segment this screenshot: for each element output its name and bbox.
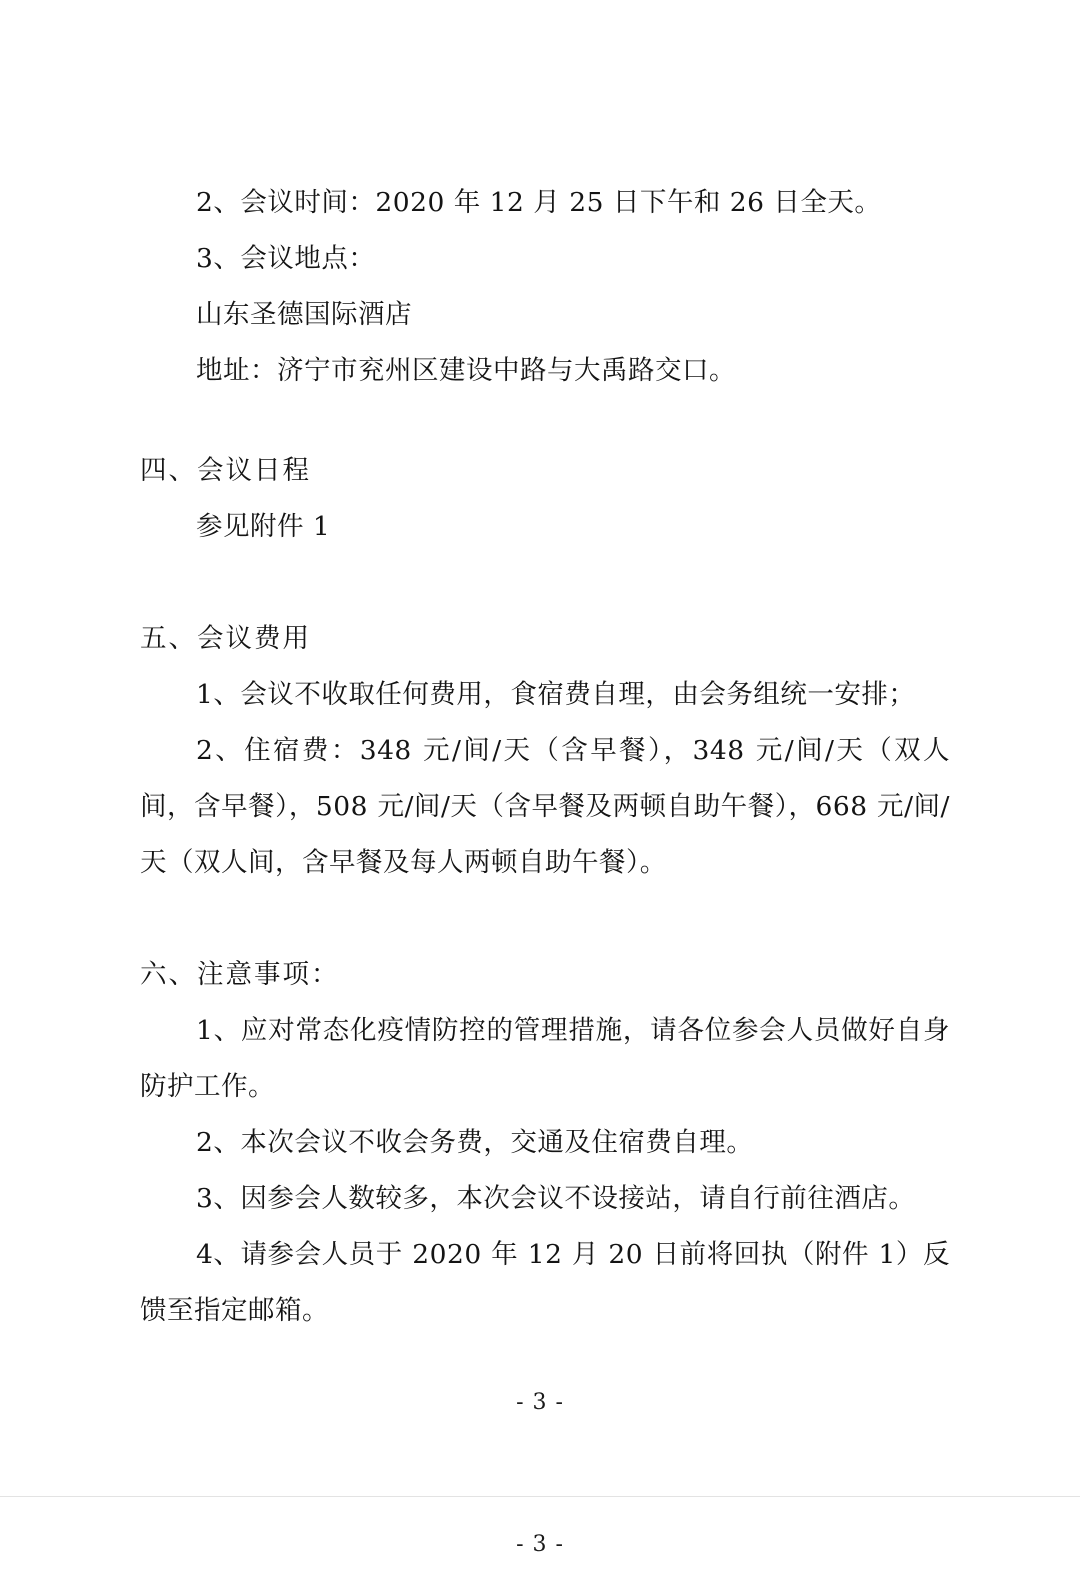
heading-notes: 六、注意事项：: [140, 959, 340, 990]
paragraph-agenda-ref: 参见附件 1: [196, 511, 331, 542]
section-spacer: [140, 891, 950, 947]
paragraph-fee-1: 1、会议不收取任何费用，食宿费自理，由会务组统一安排；: [196, 679, 916, 710]
paragraph-hotel-address: 地址：济宁市兖州区建设中路与大禹路交口。: [196, 355, 736, 386]
paragraph-note-4: 4、请参会人员于 2020 年 12 月 20 日前将回执（附件 1）反馈至指定邮箱。: [140, 1239, 950, 1326]
paragraph-hotel-name: 山东圣德国际酒店: [196, 299, 412, 330]
paragraph-note-3: 3、因参会人数较多，本次会议不设接站，请自行前往酒店。: [196, 1183, 916, 1214]
paragraph-fee-2: 2、住宿费：348 元/间/天（含早餐），348 元/间/天（双人间，含早餐），508 元/间/天（含早餐及两顿自助午餐），668 元/间/天（双人间，含早餐及每人两顿自助午餐）。: [140, 735, 950, 878]
footer-page-number: - 3 -: [516, 1390, 564, 1415]
outer-page-number: - 3 -: [516, 1532, 564, 1557]
paragraph-meeting-place: 3、会议地点：: [196, 243, 376, 274]
document-body: [140, 175, 950, 1339]
sheet-divider: [0, 1496, 1080, 1497]
paragraph-note-2: 2、本次会议不收会务费，交通及住宿费自理。: [196, 1127, 754, 1158]
heading-agenda: 四、会议日程: [140, 455, 311, 486]
section-spacer: [140, 555, 950, 611]
heading-fees: 五、会议费用: [140, 623, 311, 654]
paragraph-meeting-time: 2、会议时间：2020 年 12 月 25 日下午和 26 日全天。: [196, 187, 882, 218]
paragraph-note-1: 1、应对常态化疫情防控的管理措施，请各位参会人员做好自身防护工作。: [140, 1015, 950, 1102]
section-spacer: [140, 399, 950, 443]
